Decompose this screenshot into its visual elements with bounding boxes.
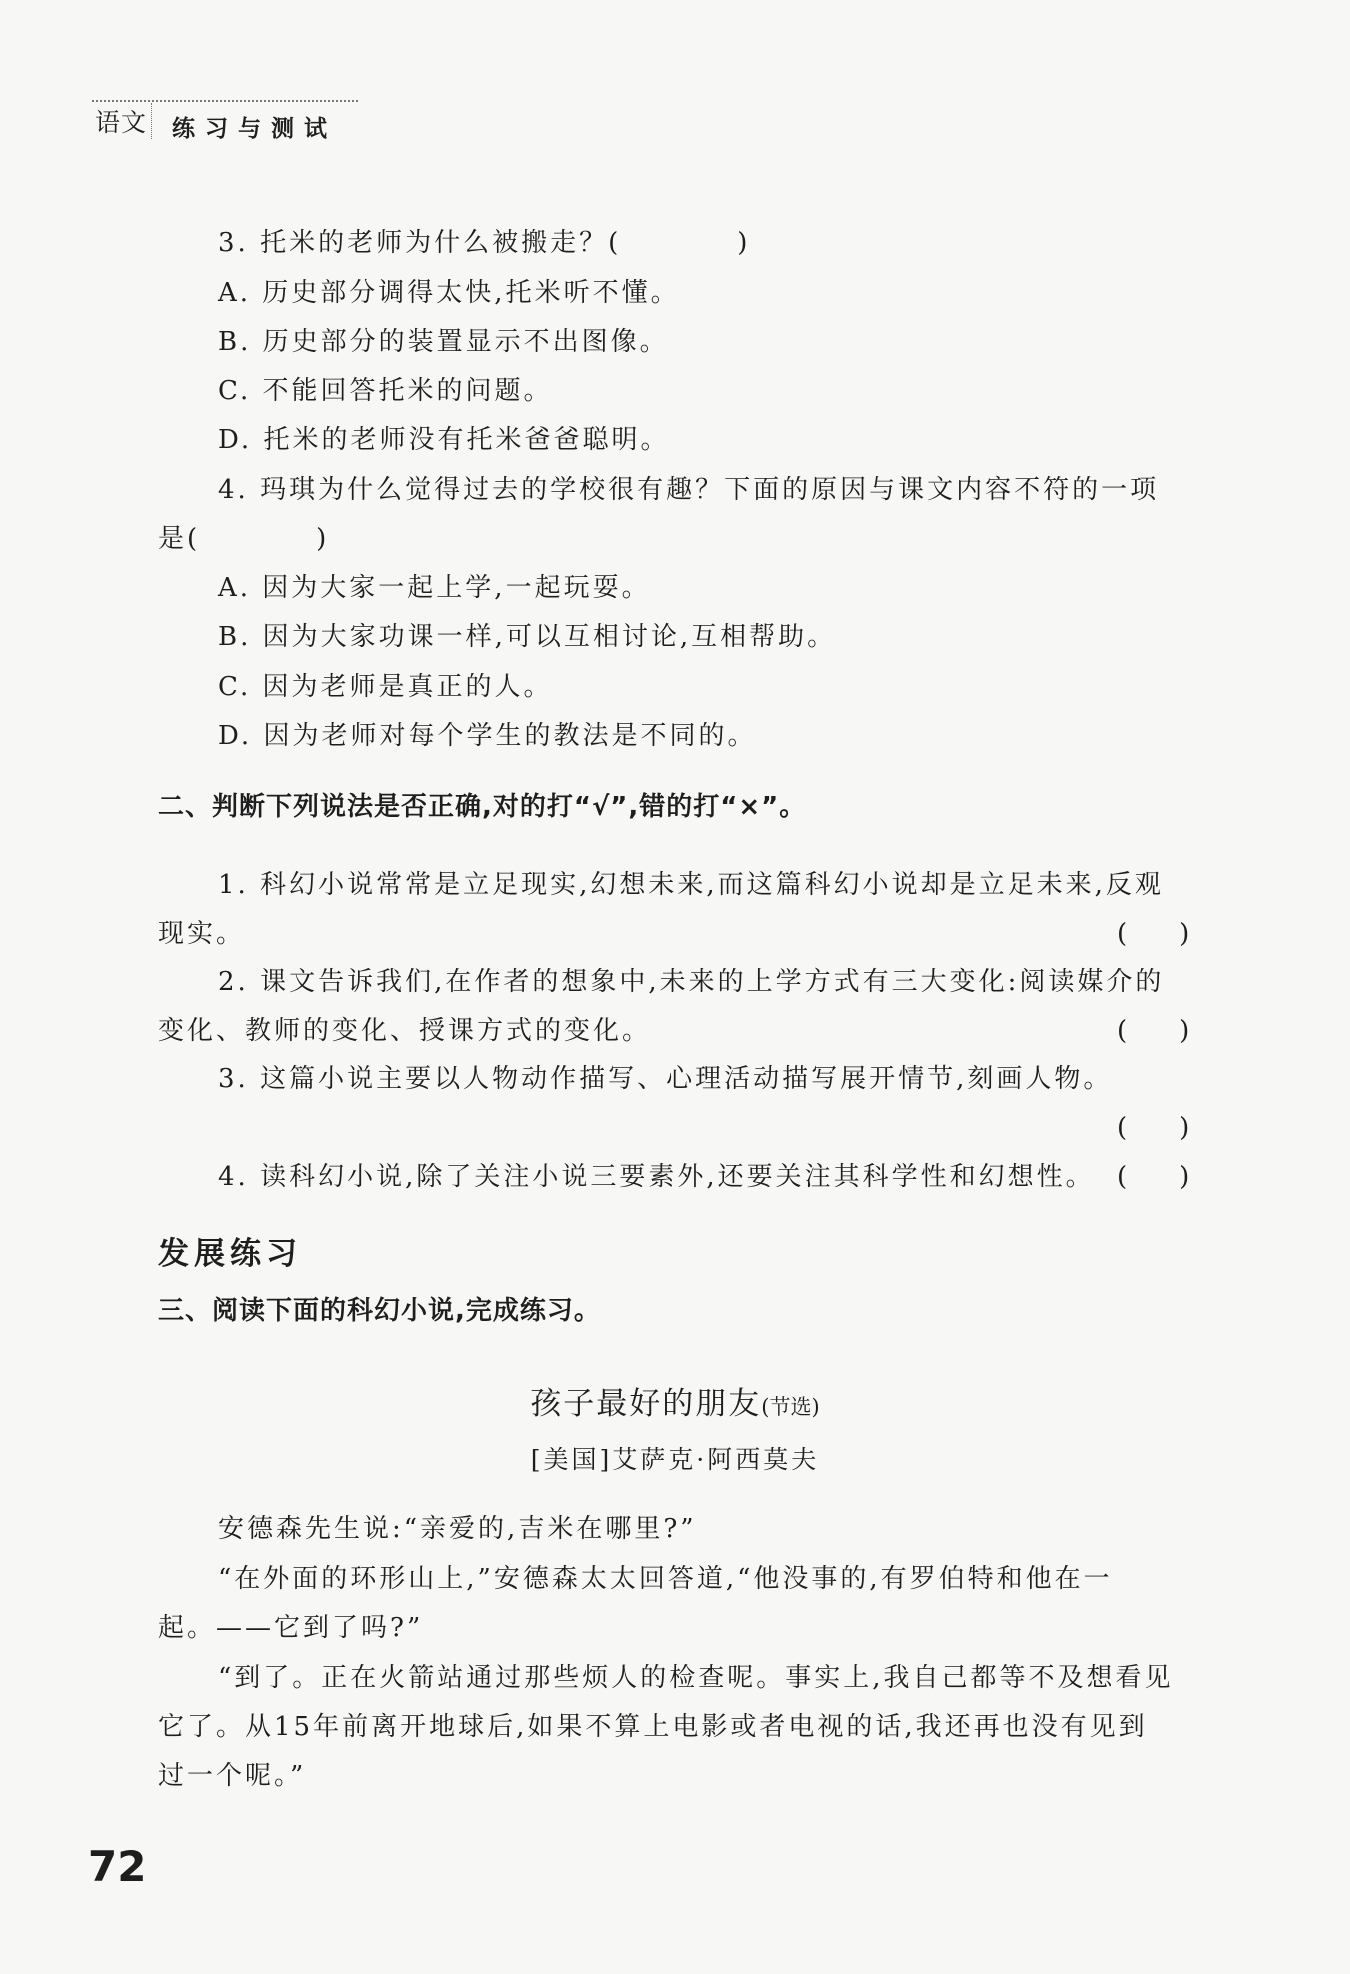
q3-option-b: B. 历史部分的装置显示不出图像。 <box>218 327 669 357</box>
judge-item-2-answer-paren: ( ) <box>1117 1016 1190 1046</box>
story-paragraph-line: 过一个呢。” <box>158 1761 307 1791</box>
q3-option-a: A. 历史部分调得太快,托米听不懂。 <box>218 278 680 308</box>
header-book-title: 练习与测试 <box>172 116 337 142</box>
header-subject: 语文 <box>95 103 152 139</box>
q4-option-b: B. 因为大家功课一样,可以互相讨论,互相帮助。 <box>218 622 837 652</box>
header-rule <box>92 100 358 102</box>
q3-option-c: C. 不能回答托米的问题。 <box>218 376 553 406</box>
judge-item-4-answer-paren: ( ) <box>1117 1162 1190 1192</box>
judge-item-1-answer-paren: ( ) <box>1117 919 1190 949</box>
judge-item-1-line2: 现实。 <box>158 919 246 949</box>
judge-item-2-line1: 2. 课文告诉我们,在作者的想象中,未来的上学方式有三大变化:阅读媒介的 <box>218 967 1165 997</box>
story-paragraph-line: “到了。正在火箭站通过那些烦人的检查呢。事实上,我自己都等不及想看见 <box>218 1663 1174 1693</box>
q4-stem-line1: 4. 玛琪为什么觉得过去的学校很有趣？下面的原因与课文内容不符的一项 <box>218 475 1160 505</box>
page-number: 72 <box>88 1842 147 1891</box>
story-title-note: (节选) <box>761 1395 820 1419</box>
q3-stem: 3. 托米的老师为什么被搬走？( ) <box>218 228 751 258</box>
story-paragraph-line: 起。——它到了吗?” <box>158 1613 424 1643</box>
story-paragraph-line: 它了。从15年前离开地球后,如果不算上电影或者电视的话,我还再也没有见到 <box>158 1712 1148 1742</box>
q4-option-c: C. 因为老师是真正的人。 <box>218 672 553 702</box>
story-paragraph-line: “在外面的环形山上,”安德森太太回答道,“他没事的,有罗伯特和他在一 <box>218 1564 1113 1594</box>
judge-item-1-line1: 1. 科幻小说常常是立足现实,幻想未来,而这篇科幻小说却是立足未来,反观 <box>218 870 1164 900</box>
q4-stem-line2: 是( ) <box>158 524 330 554</box>
section3-heading: 三、阅读下面的科幻小说,完成练习。 <box>158 1296 601 1326</box>
q4-option-d: D. 因为老师对每个学生的教法是不同的。 <box>218 721 757 751</box>
story-author: [美国]艾萨克·阿西莫夫 <box>530 1445 820 1474</box>
judge-item-4-line1: 4. 读科幻小说,除了关注小说三要素外,还要关注其科学性和幻想性。 <box>218 1162 1095 1192</box>
q4-option-a: A. 因为大家一起上学,一起玩耍。 <box>218 573 651 603</box>
story-paragraph-line: 安德森先生说:“亲爱的,吉米在哪里?” <box>218 1514 697 1544</box>
section2-heading: 二、判断下列说法是否正确,对的打“√”,错的打“×”。 <box>158 792 807 822</box>
story-title-text: 孩子最好的朋友 <box>530 1386 762 1422</box>
judge-item-3-line1: 3. 这篇小说主要以人物动作描写、心理活动描写展开情节,刻画人物。 <box>218 1064 1113 1094</box>
story-title <box>0 1378 1350 1423</box>
q3-option-d: D. 托米的老师没有托米爸爸聪明。 <box>218 425 670 455</box>
judge-item-3-answer-paren: ( ) <box>1117 1113 1190 1143</box>
judge-item-2-line2: 变化、教师的变化、授课方式的变化。 <box>158 1016 652 1046</box>
development-section-title: 发展练习 <box>158 1236 302 1272</box>
